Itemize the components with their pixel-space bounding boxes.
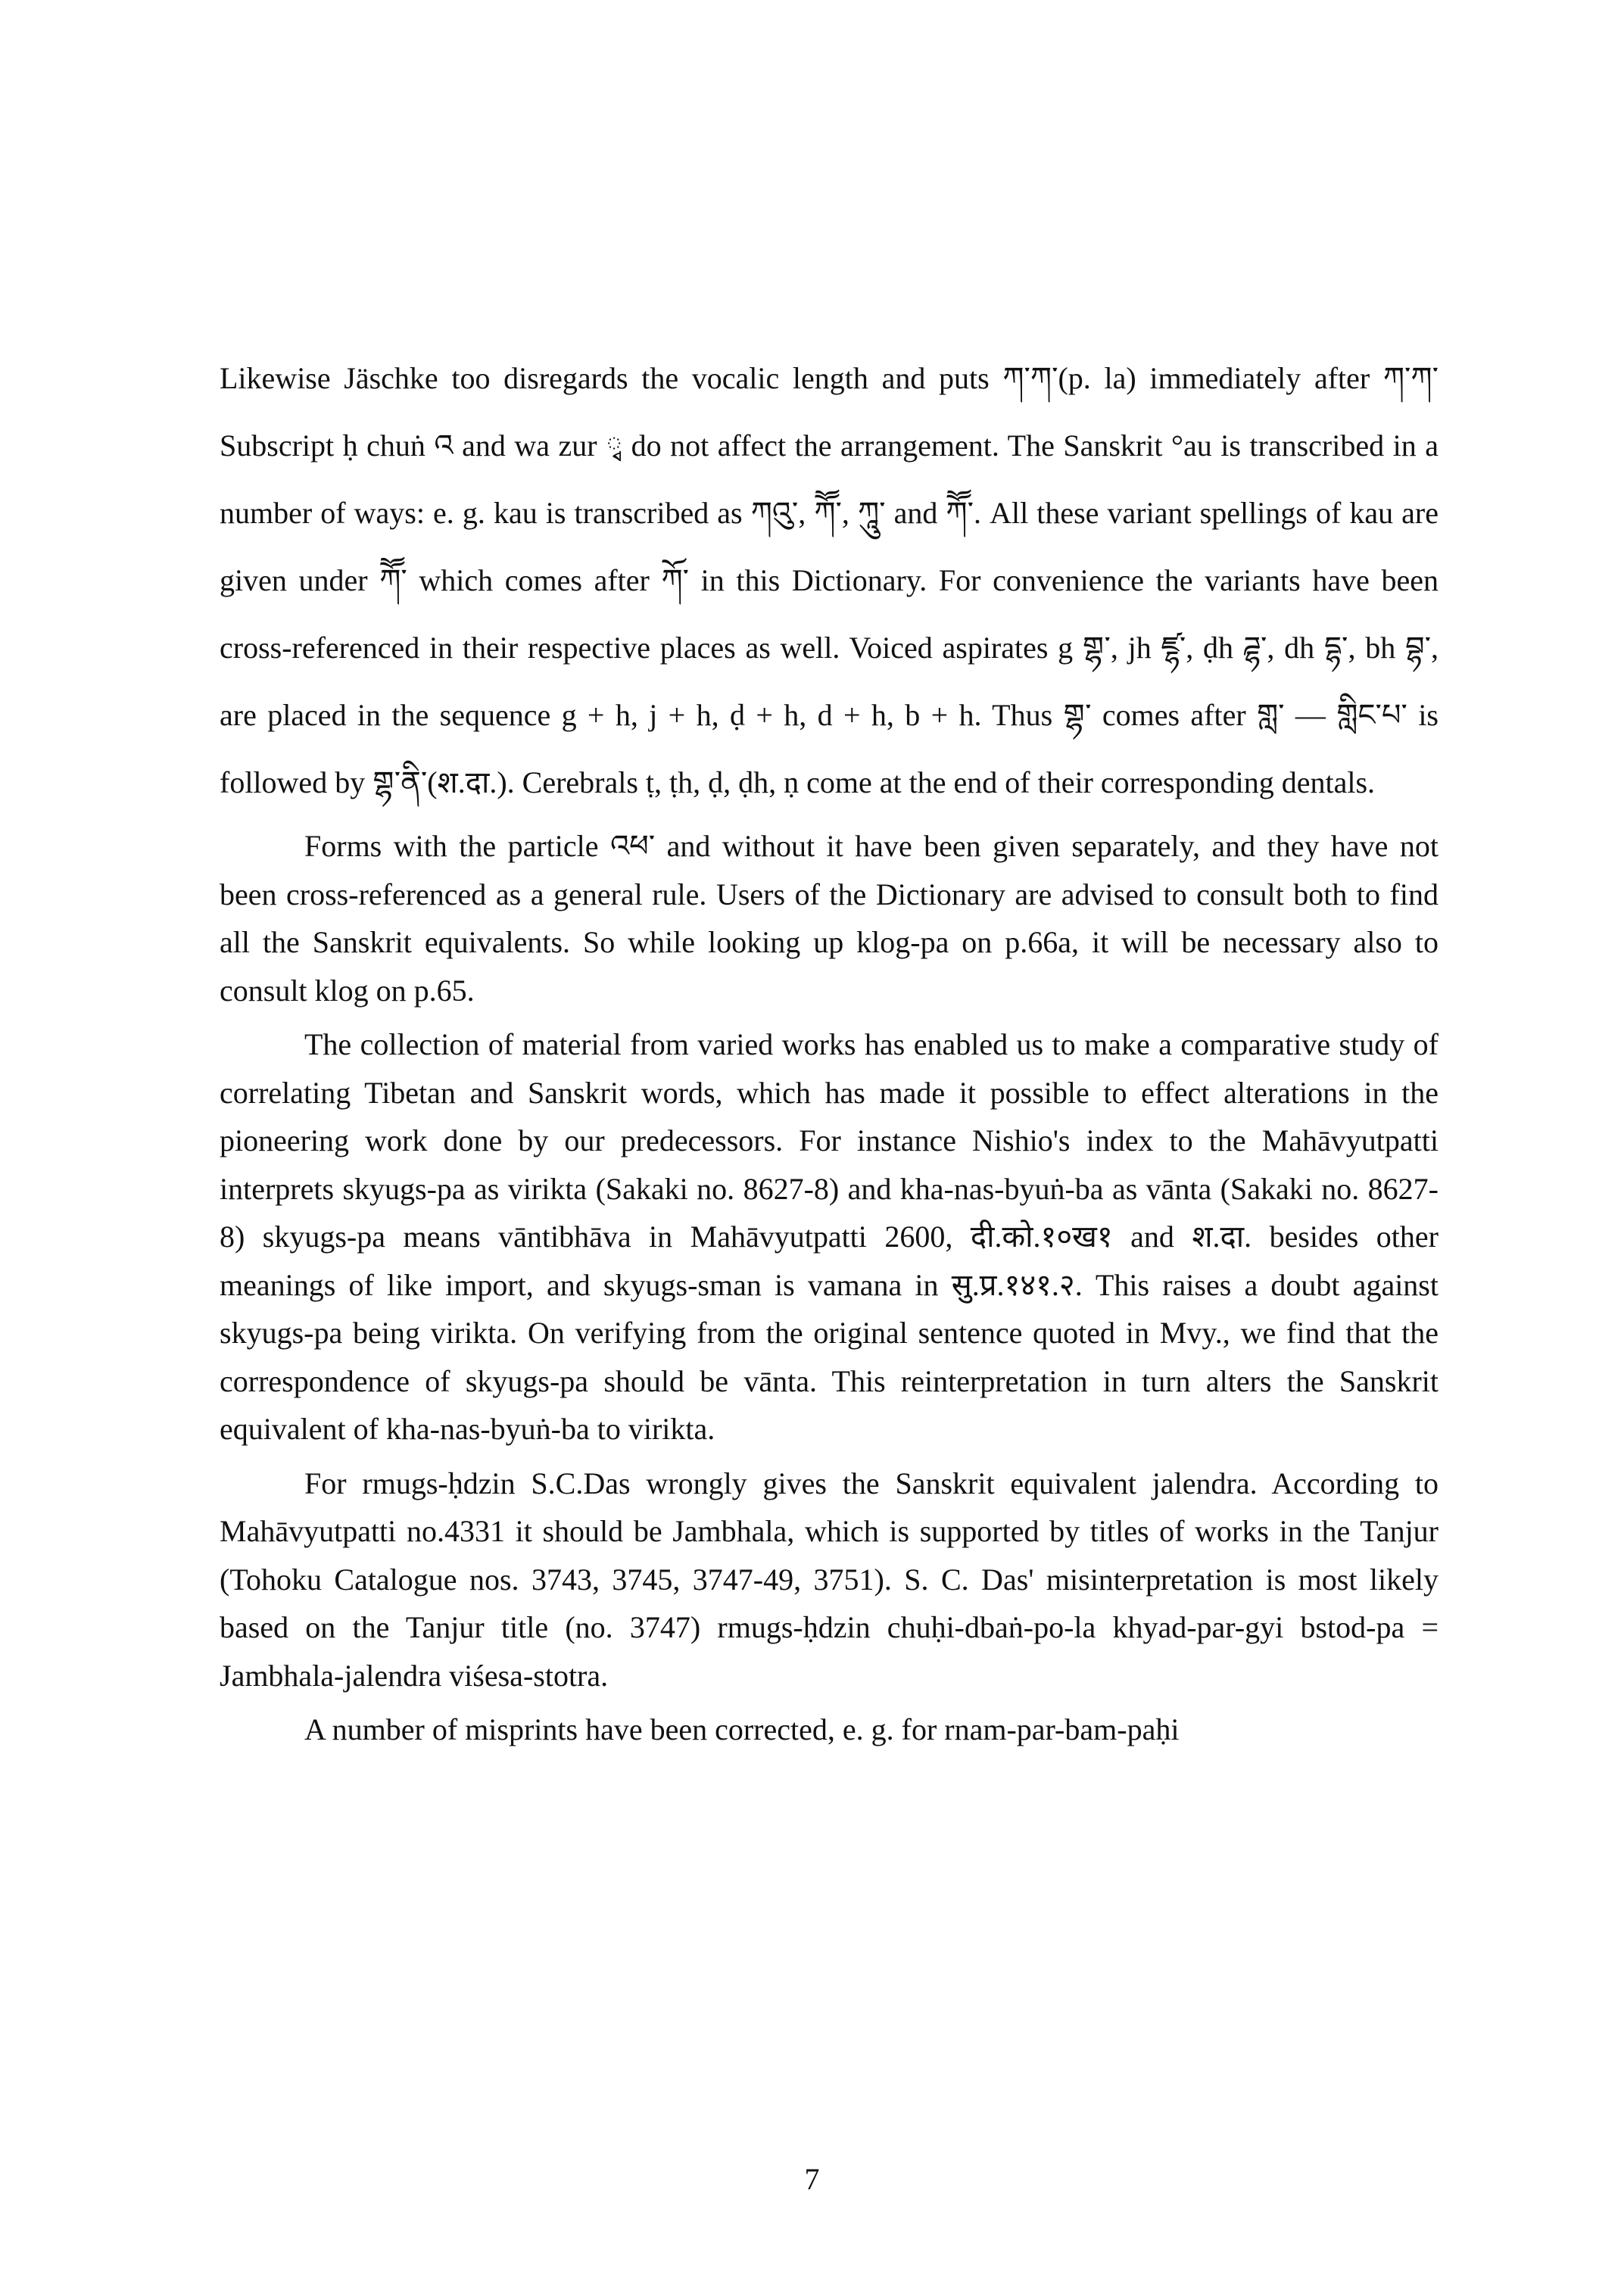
paragraph-arrangement: Likewise Jäschke too disregards the vocalic length and puts ཀ་ཀ་(p. la) immediately after ཀ་ཀ་ Subscript ḥ chuṅ འ and wa zur ྭ do not affect the arrangement. The Sanskrit °au is transcribed in a number of ways: e. g. kau is transcribed as ཀའུ་, ཀཽ་, ཀཱུ་ and ཀཽ་. All these variant spellings of kau are given under ཀཽ་ which comes after ཀོ་ in this Dictionary. For convenience the variants have been cross-referenced in their respective places as well. Voiced aspirates g གྷ་, jh ཛྷ་, ḍh ཌྷ་, dh དྷ་, bh བྷ་, are placed in the sequence g + h, j + h, ḍ + h, d + h, b + h. Thus གྷ་ comes after གླ་ — གླིང་པ་ is followed by གྷ་ནི་(श.दा.). Cerebrals ṭ, ṭh, ḍ, ḍh, ṇ come at the end of their corresponding dentals. — [220, 361, 1439, 799]
paragraph-rmugs-hdzin: For rmugs-ḥdzin S.C.Das wrongly gives the Sanskrit equivalent jalendra. According to Mahāvyutpatti no.4331 it should be Jambhala, which is supported by titles of works in the Tanjur (Tohoku Catalogue nos. 3743, 3745, 3747-49, 3751). S. C. Das' misinterpretation is most likely based on the Tanjur title (no. 3747) rmugs-ḥdzin chuḥi-dbaṅ-po-la khyad-par-gyi bstod-pa = Jambhala-jalendra viśesa-stotra. — [220, 1466, 1439, 1693]
paragraph-misprints: A number of misprints have been corrected, e. g. for rnam-par-bam-paḥi — [304, 1712, 1180, 1746]
document-body — [220, 344, 1439, 1754]
page-number: 7 — [804, 2162, 820, 2196]
paragraph-comparative-study: The collection of material from varied works has enabled us to make a comparative study of correlating Tibetan and Sanskrit words, which has made it possible to effect alterations in the pioneering work done by our predecessors. For instance Nishio's index to the Mahāvyutpatti interprets skyugs-pa as virikta (Sakaki no. 8627-8) and kha-nas-byuṅ-ba as vānta (Sakaki no. 8627-8) skyugs-pa means vāntibhāva in Mahāvyutpatti 2600, दी.को.१०ख१ and श.दा. besides other meanings of like import, and skyugs-sman is vamana in सु.प्र.१४१.२. This raises a doubt against skyugs-pa being virikta. On verifying from the original sentence quoted in Mvy., we find that the correspondence of skyugs-pa should be vānta. This reinterpretation in turn alters the Sanskrit equivalent of kha-nas-byuṅ-ba to virikta. — [220, 1027, 1439, 1446]
paragraph-particle-forms: Forms with the particle འཕ་ and without it have been given separately, and they have not been cross-referenced as a general rule. Users of the Dictionary are advised to consult both to find all the Sanskrit equivalents. So while looking up klog-pa on p.66a, it will be necessary also to consult klog on p.65. — [220, 829, 1439, 1008]
